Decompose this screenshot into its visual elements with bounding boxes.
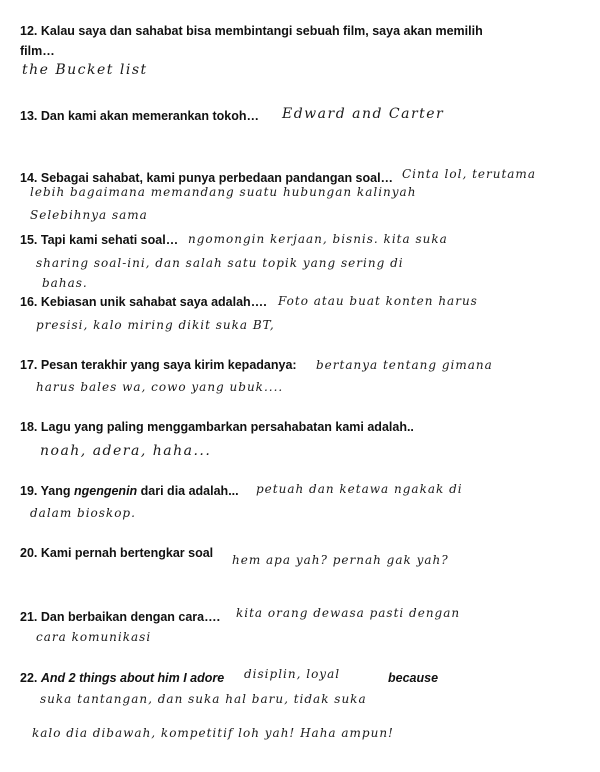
answer-19-line-2: dalam bioskop. xyxy=(30,506,136,520)
answer-16-line-1: Foto atau buat konten harus xyxy=(278,294,478,308)
answer-22-line-3: kalo dia dibawah, kompetitif loh yah! Haha ampun! xyxy=(32,726,394,740)
answer-18: noah, adera, haha... xyxy=(40,443,212,459)
answer-15-line-2: sharing soal-ini, dan salah satu topik yang sering di xyxy=(36,256,404,270)
question-16: 16. Kebiasan unik sahabat saya adalah…. xyxy=(20,295,267,309)
question-12-cont: film… xyxy=(20,44,55,58)
question-13: 13. Dan kami akan memerankan tokoh… xyxy=(20,109,260,123)
question-18: 18. Lagu yang paling menggambarkan persahabatan kami adalah.. xyxy=(20,420,414,434)
answer-17-line-2: harus bales wa, cowo yang ubuk.... xyxy=(36,380,284,394)
question-20: 20. Kami pernah bertengkar soal xyxy=(20,546,214,560)
answer-12: the Bucket list xyxy=(22,62,148,78)
answer-21-line-2: cara komunikasi xyxy=(36,630,152,644)
question-14: 14. Sebagai sahabat, kami punya perbedaan pandangan soal… xyxy=(20,171,394,185)
answer-22-line-1: disiplin, loyal xyxy=(244,667,341,681)
answer-13: Edward and Carter xyxy=(282,106,445,122)
answer-21-line-1: kita orang dewasa pasti dengan xyxy=(236,606,461,620)
answer-14-line-3: Selebihnya sama xyxy=(30,208,148,222)
answer-20: hem apa yah? pernah gak yah? xyxy=(232,553,449,567)
answer-19-line-1: petuah dan ketawa ngakak di xyxy=(256,482,463,496)
answer-16-line-2: presisi, kalo miring dikit suka BT, xyxy=(36,318,275,332)
answer-14-line-2: lebih bagaimana memandang suatu hubungan kalinyah xyxy=(30,185,417,199)
answer-15-line-1: ngomongin kerjaan, bisnis. kita suka xyxy=(188,232,448,246)
question-15: 15. Tapi kami sehati soal… xyxy=(20,233,179,247)
question-21: 21. Dan berbaikan dengan cara…. xyxy=(20,610,221,624)
answer-22-line-2: suka tantangan, dan suka hal baru, tidak suka xyxy=(40,692,367,706)
question-19: 19. Yang ngengenin dari dia adalah... xyxy=(20,484,239,498)
answer-17-line-1: bertanya tentang gimana xyxy=(316,358,493,372)
question-22-because: because xyxy=(388,671,439,685)
question-22: 22. And 2 things about him I adore xyxy=(20,671,225,685)
question-17: 17. Pesan terakhir yang saya kirim kepadanya: xyxy=(20,358,297,372)
answer-15-line-3: bahas. xyxy=(42,276,88,290)
question-12: 12. Kalau saya dan sahabat bisa membintangi sebuah film, saya akan memilih xyxy=(20,24,483,38)
answer-14-line-1: Cinta lol, terutama xyxy=(402,167,536,181)
